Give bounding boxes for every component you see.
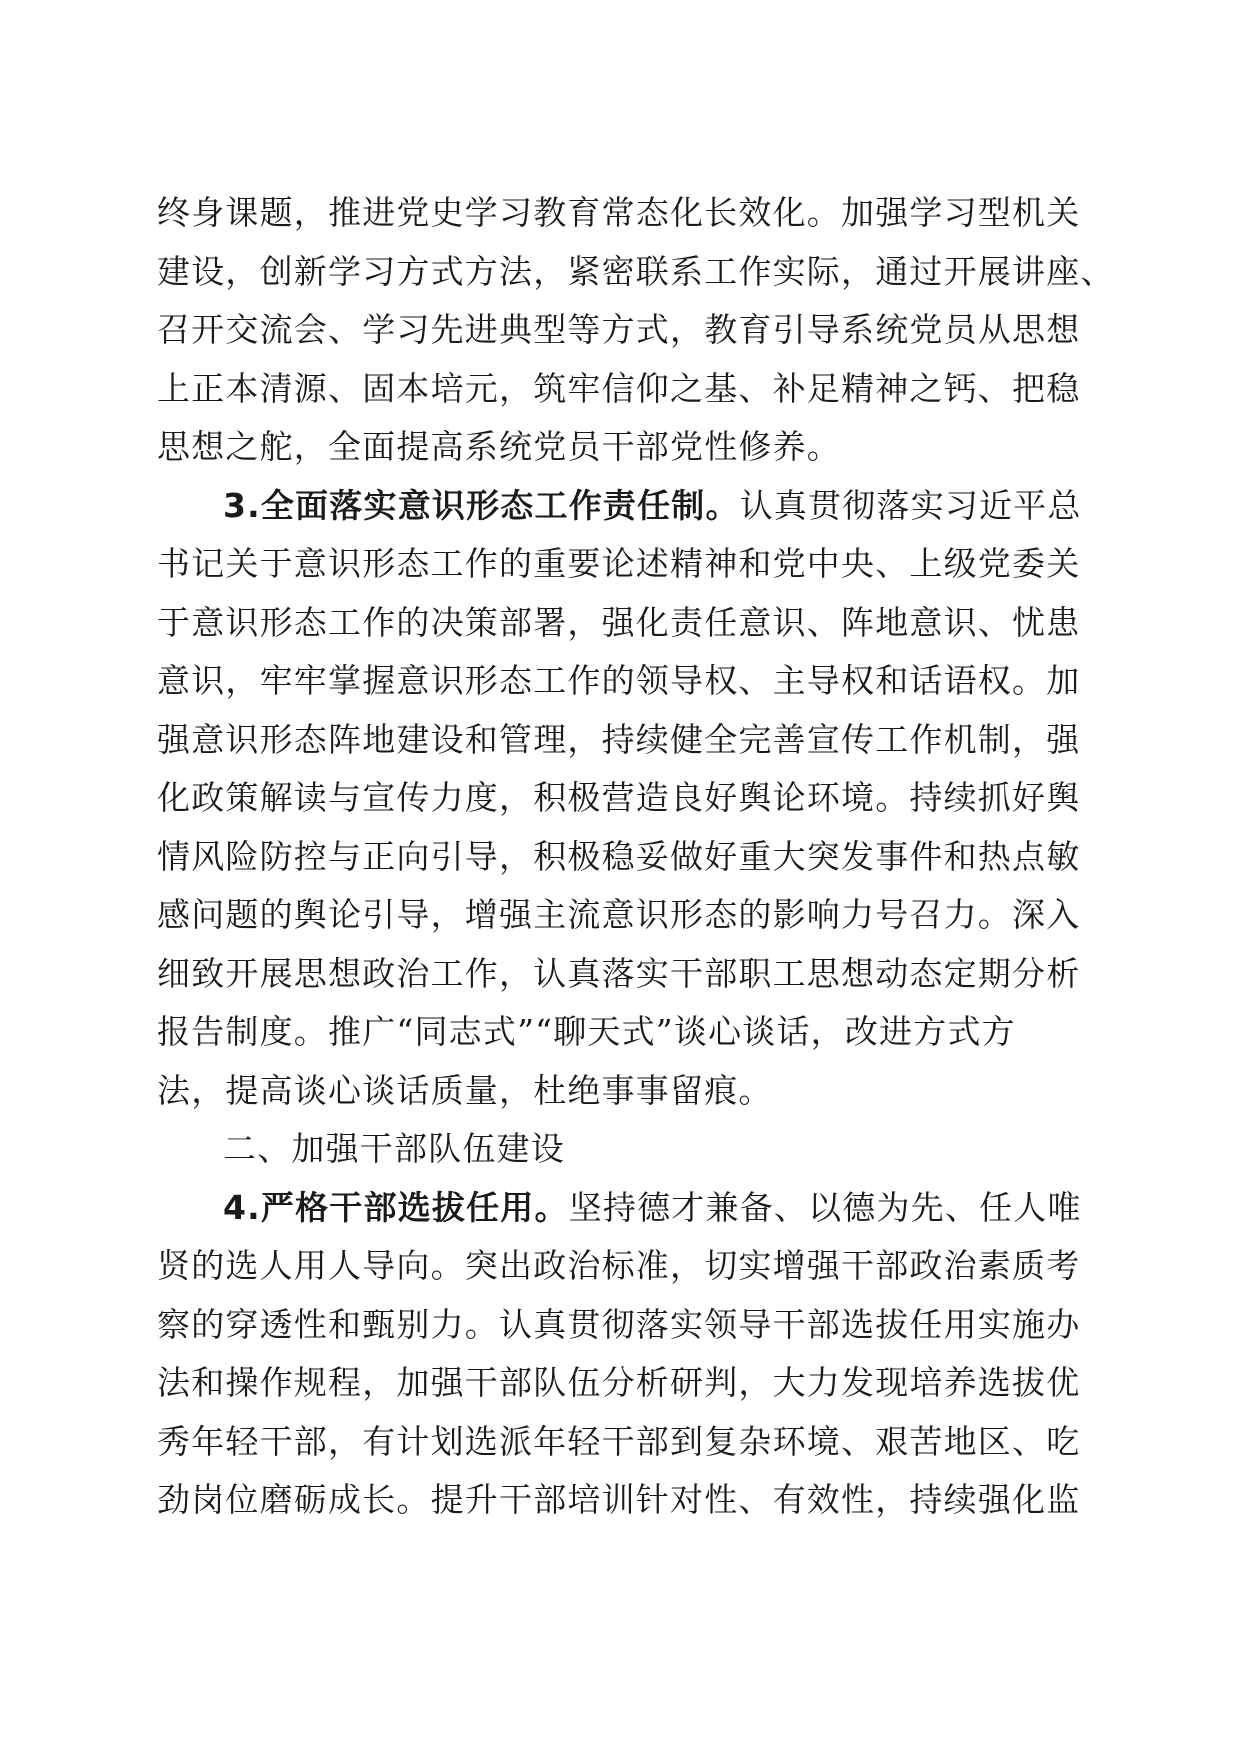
paragraph-line: 上正本清源、固本培元，筑牢信仰之基、补足精神之钙、把稳 <box>157 368 1081 408</box>
item-4-title: 4.严格干部选拔任用。 <box>223 1187 569 1227</box>
paragraph-line: 细致开展思想政治工作，认真落实干部职工思想动态定期分析 <box>157 953 1081 993</box>
item-4-first-line-text: 坚持德才兼备、以德为先、任人唯 <box>568 1187 1082 1227</box>
paragraph-line: 劲岗位磨砺成长。提升干部培训针对性、有效性，持续强化监 <box>157 1480 1081 1519</box>
paragraph-line: 报告制度。推广“同志式”“聊天式”谈心谈话，改进方式方 <box>157 1012 1016 1051</box>
paragraph-line: 情风险防控与正向引导，积极稳妥做好重大突发事件和热点敏 <box>157 836 1081 876</box>
paragraph-line: 强意识形态阵地建设和管理，持续健全完善宣传工作机制，强 <box>157 719 1081 759</box>
item-3-title: 3.全面落实意识形态工作责任制。 <box>223 485 740 525</box>
document-body <box>157 184 1115 1530</box>
paragraph-line: 意识，牢牢掌握意识形态工作的领导权、主导权和话语权。加 <box>157 661 1081 700</box>
paragraph-line: 察的穿透性和甄别力。认真贯彻落实领导干部选拔任用实施办 <box>157 1304 1081 1344</box>
paragraph-line: 建设，创新学习方式方法，紧密联系工作实际，通过开展讲座、 <box>157 251 1115 291</box>
paragraph-line: 书记关于意识形态工作的重要论述精神和党中央、上级党委关 <box>157 544 1081 583</box>
paragraph-line: 法和操作规程，加强干部队伍分析研判，大力发现培养选拔优 <box>157 1363 1081 1402</box>
paragraph-line: 思想之舵，全面提高系统党员干部党性修养。 <box>157 427 841 466</box>
paragraph-line: 贤的选人用人导向。突出政治标准，切实增强干部政治素质考 <box>157 1246 1081 1285</box>
section-heading: 二、加强干部队伍建设 <box>223 1129 565 1168</box>
paragraph-line: 召开交流会、学习先进典型等方式，教育引导系统党员从思想 <box>157 310 1081 349</box>
item-3-first-line <box>157 477 1082 536</box>
item-4-first-line <box>157 1179 1082 1238</box>
paragraph-line: 于意识形态工作的决策部署，强化责任意识、阵地意识、忧患 <box>157 602 1081 642</box>
paragraph-line: 秀年轻干部，有计划选派年轻干部到复杂环境、艰苦地区、吃 <box>157 1421 1081 1461</box>
paragraph-line: 终身课题，推进党史学习教育常态化长效化。加强学习型机关 <box>157 193 1081 232</box>
paragraph-line: 化政策解读与宣传力度，积极营造良好舆论环境。持续抓好舆 <box>157 778 1081 817</box>
paragraph-line: 法，提高谈心谈话质量，杜绝事事留痕。 <box>157 1070 773 1110</box>
item-3-first-line-text: 认真贯彻落实习近平总 <box>739 485 1082 525</box>
paragraph-line: 感问题的舆论引导，增强主流意识形态的影响力号召力。深入 <box>157 895 1081 934</box>
